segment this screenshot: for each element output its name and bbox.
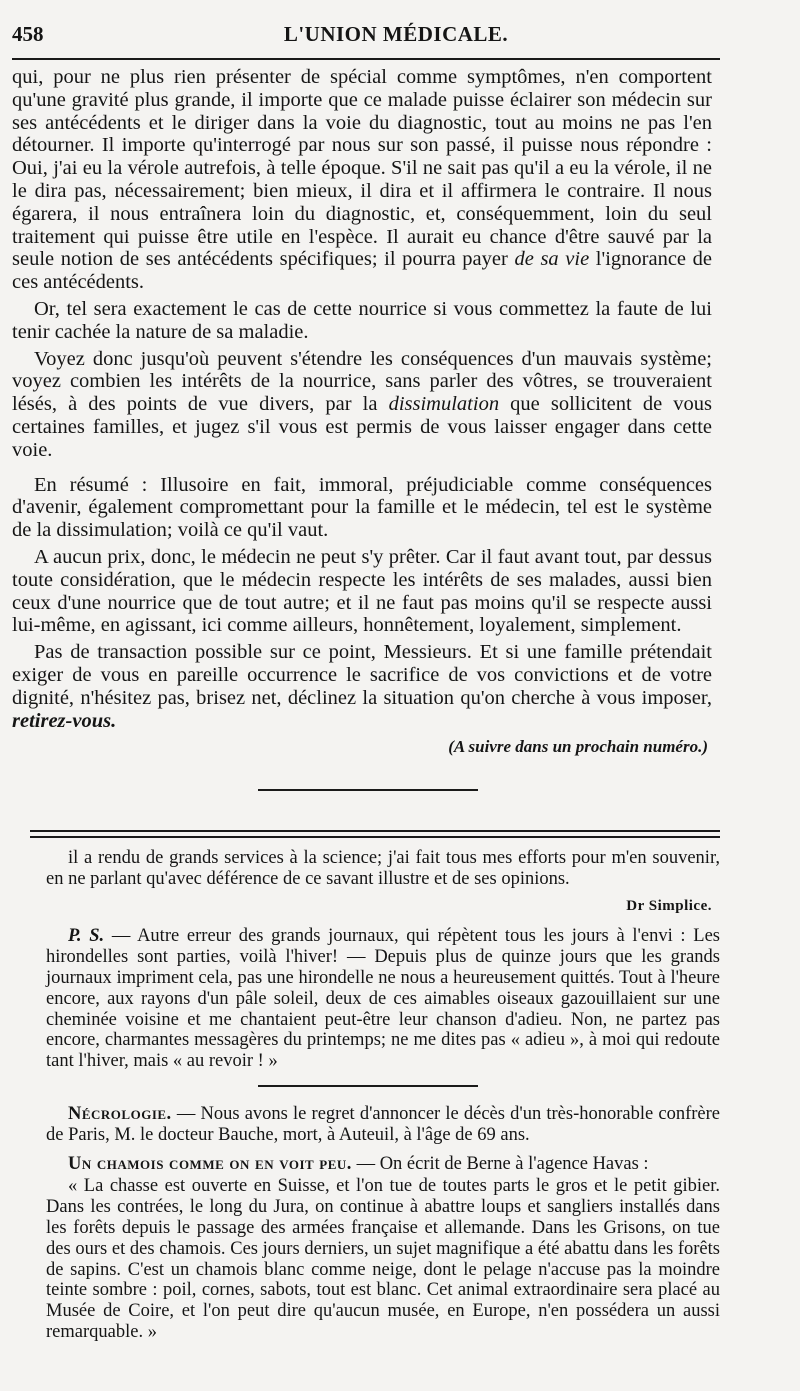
obituary-label: Nécrologie. — [68, 1104, 172, 1124]
feuilleton-end — [46, 848, 720, 1074]
postscript: P. S. — Autre erreur des grands journaux, qui répètent tous les jours à l'envi : Les hirondelles sont parties, voilà l'hiver! — Depuis plus de quinze jours que les grands journaux impriment cela, pas une hirondelle ne nous a heureusement quittés. Tout à l'heure encore, aux rayons d'un pâle soleil, deux de ces aimables oiseaux gazouillaient sur une cheminée voisine et me chantaient peut-être leur chanson d'adieu. Non, ne partez pas encore, charmantes messagères du printemps; ne me dites pas « adieu », à moi qui redoute tant l'hiver, mais « au revoir ! » — [46, 926, 720, 1072]
paragraph-2: Or, tel sera exactement le cas de cette nourrice si vous commettez la faute de lui tenir cachée la nature de sa maladie. — [12, 297, 712, 343]
chamois-quote: « La chasse est ouverte en Suisse, et l'on tue de toutes parts le gros et le petit gibier. Dans les contrées, le long du Jura, on continue à abattre loups et sangliers installés dans les forêts depuis le passage des armées française et allemande. Dans les Grisons, on tue des ours et des chamois. Ces jours derniers, un sujet magnifique a été abattu dans les forêts de sapins. C'est un chamois blanc comme neige, dont le pelage n'accuse pas la moindre teinte sombre : poil, cornes, sabots, tout est blanc. Cet animal extraordinaire sera placé au Musée de Coire, et l'on peut dire qu'aucun musée, en Europe, n'en possédera un aussi remarquable. » — [46, 1176, 720, 1342]
italic-phrase: de sa vie — [514, 248, 590, 271]
paragraph-5: A aucun prix, donc, le médecin ne peut s'y prêter. Car il faut avant tout, par dessus toute considération, que le médecin respecte les intérêts de ses malades, aussi bien ceux d'une nourrice que de tout autre; et il ne faut pas moins qu'il se respecte aussi lui-même, en agissant, ici comme ailleurs, honnêtement, loyalement, simplement. — [12, 545, 712, 637]
article-continuation — [12, 66, 712, 763]
chamois-label: Un chamois comme on en voit peu. — [68, 1153, 352, 1174]
journal-title: L'UNION MÉDICALE. — [283, 22, 509, 46]
paragraph-3: Voyez donc jusqu'où peuvent s'étendre les conséquences d'un mauvais système; voyez combien les intérêts de la nourrice, sans parler des vôtres, se trouveraient lésés, à des points de vue divers, par la dissimulation que sollicitent de vous certaines familles, et jugez s'il vous est permis de vous laisser engager dans cette voie. — [12, 347, 713, 461]
closing-paragraph: il a rendu de grands services à la science; j'ai fait tous mes efforts pour m'en souvenir, en ne parlant qu'avec déférence de ce savant illustre et de ses opinions. — [46, 848, 720, 889]
ps-label: P. S. — [68, 926, 105, 947]
double-rule-bottom — [30, 836, 720, 838]
header-rule — [12, 58, 720, 60]
italic-phrase: dissimulation — [388, 393, 500, 416]
italic-phrase: retirez-vous. — [12, 709, 117, 732]
obituary-item: Nécrologie. — Nous avons le regret d'annoncer le décès d'un très-honorable confrère de Paris, M. le docteur Bauche, mort, à Auteuil, à l'âge de 69 ans. — [46, 1104, 720, 1145]
running-header — [12, 22, 720, 52]
page-number: 458 — [12, 22, 44, 46]
double-rule-top — [30, 830, 720, 832]
paragraph-1: qui, pour ne plus rien présenter de spécial comme symptômes, n'en comportent qu'une gravité plus grande, il importe que ce malade puisse éclairer son médecin sur ses antécédents et le diriger dans la voie du diagnostic, tout au moins ne pas l'en détourner. Il importe qu'interrogé par nous sur son passé, il puisse nous répondre : Oui, j'ai eu la vérole autrefois, à telle époque. S'il ne sait pas qu'il a eu la vérole, il ne le dira pas, nécessairement; bien mieux, il dira et il affirmera le contraire. Il nous égarera, il nous entraînera loin du diagnostic, et, conséquemment, loin du seul traitement qui puisse être utile en l'espèce. Il aurait eu chance d'être sauvé par la seule notion de ses antécédents spécifiques; il pourra payer de sa vie l'ignorance de ces antécédents. — [12, 66, 712, 294]
paragraph-4: En résumé : Illusoire en fait, immoral, préjudiciable comme conséquences d'avenir, également compromettant pour la famille et le médecin, tel est le système de la dissimulation; voilà ce qu'il vaut. — [12, 473, 712, 542]
short-rule — [258, 789, 478, 791]
signature: Dr Simplice. — [626, 897, 712, 914]
chamois-item-heading: Un chamois comme on en voit peu. — On écrit de Berne à l'agence Havas : — [68, 1153, 649, 1174]
to-be-continued-note: (A suivre dans un prochain numéro.) — [448, 737, 708, 757]
news-items — [46, 1104, 720, 1345]
paragraph-6: Pas de transaction possible sur ce point, Messieurs. Et si une famille prétendait exiger de vous en pareille occurrence le sacrifice de vos convictions et de votre dignité, n'hésitez pas, brisez net, déclinez la situation qu'on cherche à vous imposer, retirez-vous. — [12, 641, 712, 732]
section-rule — [258, 1085, 478, 1087]
